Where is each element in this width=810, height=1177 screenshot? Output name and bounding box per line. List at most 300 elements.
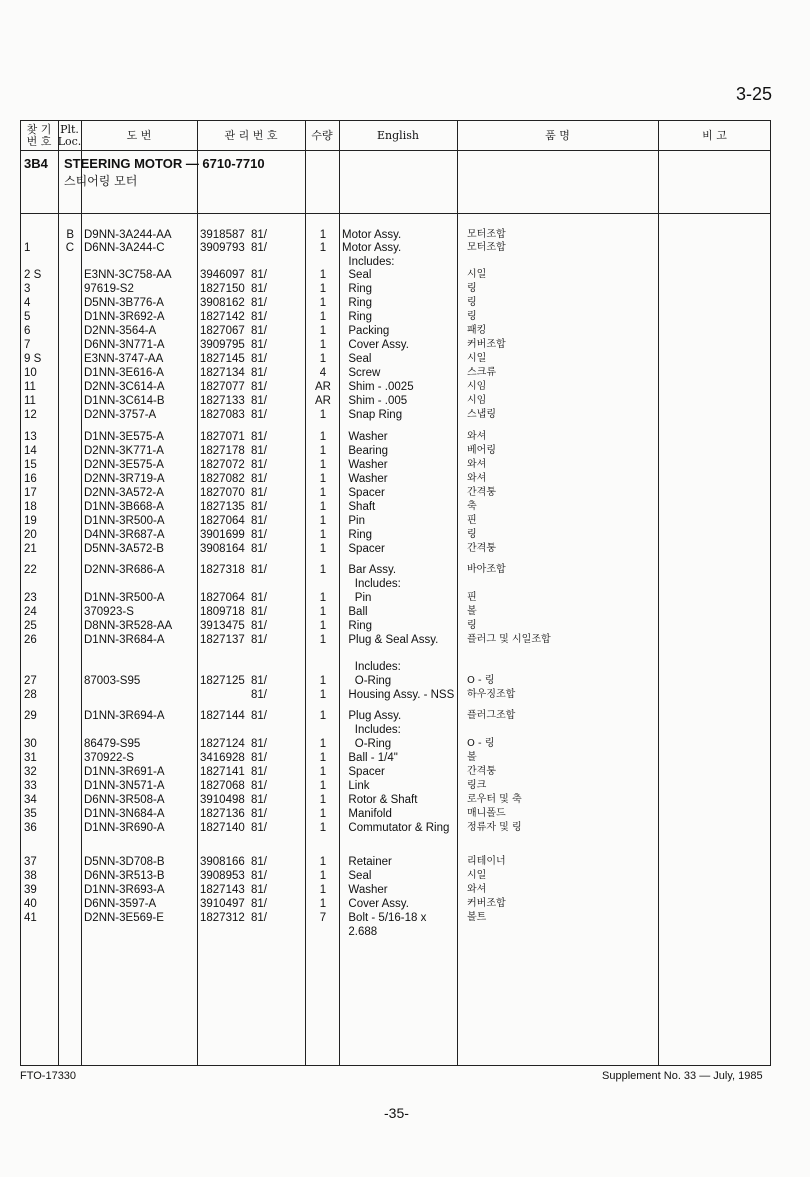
cell-ref: 25 <box>24 620 37 632</box>
cell-qty: 7 <box>319 912 327 924</box>
table-row <box>20 542 771 556</box>
cell-qty: 1 <box>319 501 327 513</box>
table-row <box>20 310 771 324</box>
table-row <box>20 709 771 723</box>
cell-qty: 1 <box>319 543 327 555</box>
cell-qty: 1 <box>319 710 327 722</box>
cell-eng: Spacer <box>342 487 385 499</box>
cell-kor: 매니폴드 <box>467 808 506 819</box>
cell-code: 81/ <box>251 634 267 646</box>
cell-loc: C <box>65 242 74 254</box>
cell-ref: 20 <box>24 529 37 541</box>
cell-mgmt: 1827135 <box>200 501 245 513</box>
table-row <box>20 591 771 605</box>
cell-eng: Motor Assy. <box>342 229 402 241</box>
table-row <box>20 605 771 619</box>
cell-qty: 1 <box>319 870 327 882</box>
cell-code: 81/ <box>251 752 267 764</box>
cell-kor: 시일 <box>467 870 487 881</box>
cell-part: D1NN-3R684-A <box>84 634 165 646</box>
cell-ref: 26 <box>24 634 37 646</box>
cell-kor: 로우터 및 축 <box>467 794 522 805</box>
cell-qty: 1 <box>319 445 327 457</box>
cell-qty: 1 <box>319 606 327 618</box>
cell-eng: Link <box>342 780 370 792</box>
cell-ref: 37 <box>24 856 37 868</box>
cell-code: 81/ <box>251 808 267 820</box>
cell-code: 81/ <box>251 353 267 365</box>
cell-kor: 와셔 <box>467 459 487 470</box>
cell-kor: 시일 <box>467 269 487 280</box>
cell-part: D5NN-3B776-A <box>84 297 164 309</box>
cell-kor: 핀 <box>467 515 477 526</box>
cell-eng: Screw <box>342 367 381 379</box>
cell-kor: 링크 <box>467 780 487 791</box>
table-row <box>20 486 771 500</box>
cell-ref: 27 <box>24 675 37 687</box>
cell-eng: Ring <box>342 297 373 309</box>
cell-code: 81/ <box>251 515 267 527</box>
cell-mgmt: 1827072 <box>200 459 245 471</box>
cell-code: 81/ <box>251 689 267 701</box>
table-row <box>20 674 771 688</box>
cell-kor: 볼 <box>467 752 477 763</box>
cell-kor: 와셔 <box>467 884 487 895</box>
cell-ref: 19 <box>24 515 37 527</box>
cell-part: D1NN-3E616-A <box>84 367 164 379</box>
cell-part: D9NN-3A244-AA <box>84 229 172 241</box>
cell-eng: Washer <box>342 473 388 485</box>
cell-part: D1NN-3R692-A <box>84 311 165 323</box>
cell-kor: 시일 <box>467 353 487 364</box>
cell-kor: 볼 <box>467 606 477 617</box>
cell-ref: 2 S <box>24 269 42 281</box>
cell-part: D2NN-3E569-E <box>84 912 164 924</box>
cell-qty: 1 <box>319 564 327 576</box>
cell-ref: 3 <box>24 283 31 295</box>
cell-part: D5NN-3D708-B <box>84 856 165 868</box>
cell-ref: 29 <box>24 710 37 722</box>
cell-part: D6NN-3597-A <box>84 898 157 910</box>
cell-kor: 스크류 <box>467 367 496 378</box>
cell-code: 81/ <box>251 501 267 513</box>
cell-qty: 1 <box>319 473 327 485</box>
cell-code: 81/ <box>251 620 267 632</box>
cell-eng: Ring <box>342 283 373 295</box>
cell-code: 81/ <box>251 564 267 576</box>
cell-kor: 시임 <box>467 395 487 406</box>
cell-mgmt: 1827136 <box>200 808 245 820</box>
cell-code: 81/ <box>251 269 267 281</box>
cell-ref: 39 <box>24 884 37 896</box>
header-plt-loc: Plt. Loc. <box>57 122 82 148</box>
cell-qty: 1 <box>319 242 327 254</box>
cell-part: E3NN-3747-AA <box>84 353 164 365</box>
cell-kor: 정류자 및 링 <box>467 822 522 833</box>
cell-mgmt: 1827150 <box>200 283 245 295</box>
cell-code: 81/ <box>251 283 267 295</box>
cell-code: 81/ <box>251 459 267 471</box>
cell-eng: Motor Assy. <box>342 242 402 254</box>
cell-mgmt: 1827083 <box>200 409 245 421</box>
cell-code: 81/ <box>251 431 267 443</box>
cell-eng: Rotor & Shaft <box>342 794 418 806</box>
cell-ref: 15 <box>24 459 37 471</box>
table-row <box>20 394 771 408</box>
cell-qty: 1 <box>319 780 327 792</box>
cell-mgmt: 1827082 <box>200 473 245 485</box>
cell-qty: 1 <box>319 409 327 421</box>
cell-eng: Cover Assy. <box>342 339 409 351</box>
cell-mgmt: 3946097 <box>200 269 245 281</box>
cell-ref: 34 <box>24 794 37 806</box>
cell-kor: 패킹 <box>467 325 487 336</box>
cell-mgmt: 1827064 <box>200 515 245 527</box>
cell-eng: Seal <box>342 870 372 882</box>
cell-part: D2NN-3A572-A <box>84 487 164 499</box>
cell-kor: 시임 <box>467 381 487 392</box>
cell-code: 81/ <box>251 884 267 896</box>
cell-ref: 13 <box>24 431 37 443</box>
table-row <box>20 500 771 514</box>
cell-mgmt: 3908162 <box>200 297 245 309</box>
cell-kor: 베어링 <box>467 445 496 456</box>
cell-qty: 1 <box>319 515 327 527</box>
cell-qty: 1 <box>319 459 327 471</box>
cell-eng: Pin <box>342 592 372 604</box>
cell-code: 81/ <box>251 912 267 924</box>
cell-part: E3NN-3C758-AA <box>84 269 172 281</box>
cell-code: 81/ <box>251 445 267 457</box>
header-drawing-no: 도 번 <box>126 128 152 142</box>
cell-mgmt: 3909793 <box>200 242 245 254</box>
cell-kor: O - 링 <box>467 675 495 686</box>
cell-code: 81/ <box>251 339 267 351</box>
cell-part: 97619-S2 <box>84 283 134 295</box>
cell-eng: Commutator & Ring <box>342 822 450 834</box>
table-row <box>20 737 771 751</box>
cell-code: 81/ <box>251 229 267 241</box>
cell-kor: 링 <box>467 620 477 631</box>
cell-code: 81/ <box>251 325 267 337</box>
cell-kor: 간격퉁 <box>467 487 496 498</box>
cell-code: 81/ <box>251 543 267 555</box>
cell-eng: Bar Assy. <box>342 564 397 576</box>
cell-part: D2NN-3564-A <box>84 325 157 337</box>
header-mgmt-no: 관 리 번 호 <box>224 128 278 142</box>
cell-part: D2NN-3C614-A <box>84 381 165 393</box>
cell-code: 81/ <box>251 738 267 750</box>
cell-part: 370922-S <box>84 752 134 764</box>
cell-part: D2NN-3757-A <box>84 409 157 421</box>
cell-mgmt: 3901699 <box>200 529 245 541</box>
cell-kor: 축 <box>467 501 477 512</box>
cell-eng: 2.688 <box>342 926 378 938</box>
table-row <box>20 925 771 939</box>
table-row <box>20 366 771 380</box>
cell-mgmt: 1827064 <box>200 592 245 604</box>
table-row <box>20 255 771 269</box>
cell-part: D5NN-3A572-B <box>84 543 164 555</box>
cell-mgmt: 3910498 <box>200 794 245 806</box>
table-row <box>20 911 771 925</box>
cell-eng: Ring <box>342 529 373 541</box>
cell-mgmt: 1827140 <box>200 822 245 834</box>
table-row <box>20 514 771 528</box>
cell-eng: Plug & Seal Assy. <box>342 634 439 646</box>
cell-ref: 16 <box>24 473 37 485</box>
cell-kor: 플러그조합 <box>467 710 516 721</box>
cell-code: 81/ <box>251 529 267 541</box>
cell-mgmt: 1827070 <box>200 487 245 499</box>
table-row <box>20 296 771 310</box>
cell-kor: 핀 <box>467 592 477 603</box>
cell-part: D1NN-3N684-A <box>84 808 165 820</box>
cell-part: D1NN-3E575-A <box>84 431 164 443</box>
cell-eng: Shaft <box>342 501 376 513</box>
cell-mgmt: 1827133 <box>200 395 245 407</box>
cell-eng: Plug Assy. <box>342 710 402 722</box>
cell-ref: 6 <box>24 325 31 337</box>
cell-code: 81/ <box>251 794 267 806</box>
cell-part: D1NN-3N571-A <box>84 780 165 792</box>
cell-ref: 35 <box>24 808 37 820</box>
cell-ref: 32 <box>24 766 37 778</box>
cell-ref: 30 <box>24 738 37 750</box>
cell-part: D4NN-3R687-A <box>84 529 165 541</box>
cell-qty: 1 <box>319 634 327 646</box>
cell-qty: AR <box>315 381 331 393</box>
footer-supplement: Supplement No. 33 — July, 1985 <box>602 1070 763 1082</box>
cell-code: 81/ <box>251 766 267 778</box>
cell-part: D8NN-3R528-AA <box>84 620 173 632</box>
cell-mgmt: 3909795 <box>200 339 245 351</box>
footer-page-number: -35- <box>384 1105 409 1121</box>
cell-eng: Spacer <box>342 766 385 778</box>
cell-qty: 4 <box>319 367 327 379</box>
cell-part: D1NN-3R500-A <box>84 515 165 527</box>
table-row <box>20 779 771 793</box>
cell-code: 81/ <box>251 473 267 485</box>
header-remarks: 비 고 <box>702 128 727 142</box>
cell-ref: 36 <box>24 822 37 834</box>
cell-ref: 5 <box>24 311 31 323</box>
table-row <box>20 619 771 633</box>
cell-ref: 17 <box>24 487 37 499</box>
table-row <box>20 807 771 821</box>
cell-qty: 1 <box>319 675 327 687</box>
table-row <box>20 897 771 911</box>
cell-eng: Pin <box>342 515 366 527</box>
cell-eng: Ball <box>342 606 368 618</box>
table-row <box>20 793 771 807</box>
cell-part: 87003-S95 <box>84 675 141 687</box>
cell-mgmt: 1827141 <box>200 766 245 778</box>
cell-ref: 10 <box>24 367 37 379</box>
cell-qty: 1 <box>319 431 327 443</box>
table-row <box>20 633 771 647</box>
cell-qty: 1 <box>319 856 327 868</box>
table-row <box>20 268 771 282</box>
cell-code: 81/ <box>251 381 267 393</box>
cell-kor: 플러그 및 시일조합 <box>467 634 551 645</box>
cell-kor: 스냅링 <box>467 409 496 420</box>
cell-code: 81/ <box>251 898 267 910</box>
cell-ref: 1 <box>24 242 31 254</box>
cell-kor: 모터조합 <box>467 242 506 253</box>
cell-part: D6NN-3A244-C <box>84 242 165 254</box>
cell-ref: 23 <box>24 592 37 604</box>
cell-part: D1NN-3R694-A <box>84 710 165 722</box>
cell-part: D1NN-3R693-A <box>84 884 165 896</box>
cell-qty: 1 <box>319 822 327 834</box>
table-row <box>20 324 771 338</box>
section-code: 3B4 <box>24 156 48 171</box>
footer-doc-code: FTO-17330 <box>20 1070 77 1082</box>
cell-mgmt: 3913475 <box>200 620 245 632</box>
cell-part: 86479-S95 <box>84 738 141 750</box>
cell-kor: 커버조합 <box>467 898 506 909</box>
cell-loc: B <box>66 229 74 241</box>
cell-ref: 7 <box>24 339 31 351</box>
cell-part: D1NN-3C614-B <box>84 395 165 407</box>
cell-ref: 40 <box>24 898 37 910</box>
table-row <box>20 869 771 883</box>
cell-code: 81/ <box>251 297 267 309</box>
cell-part: D2NN-3R686-A <box>84 564 165 576</box>
cell-eng: Cover Assy. <box>342 898 409 910</box>
cell-mgmt: 1827142 <box>200 311 245 323</box>
cell-kor: 간격퉁 <box>467 543 496 554</box>
cell-mgmt: 1827312 <box>200 912 245 924</box>
table-row <box>20 228 771 242</box>
cell-kor: 모터조합 <box>467 229 506 240</box>
cell-eng: Ball - 1/4" <box>342 752 398 764</box>
cell-eng: Seal <box>342 353 372 365</box>
cell-qty: 1 <box>319 752 327 764</box>
cell-mgmt: 3908953 <box>200 870 245 882</box>
cell-eng: Includes: <box>342 661 401 673</box>
cell-mgmt: 1827178 <box>200 445 245 457</box>
cell-ref: 12 <box>24 409 37 421</box>
cell-eng: Housing Assy. - NSS <box>342 689 455 701</box>
cell-mgmt: 3416928 <box>200 752 245 764</box>
cell-eng: Retainer <box>342 856 392 868</box>
cell-kor: 하우징조합 <box>467 689 516 700</box>
table-row <box>20 430 771 444</box>
cell-qty: 1 <box>319 808 327 820</box>
cell-ref: 11 <box>24 395 36 407</box>
cell-kor: 커버조합 <box>467 339 506 350</box>
cell-ref: 4 <box>24 297 31 309</box>
cell-kor: 링 <box>467 529 477 540</box>
table-row <box>20 282 771 296</box>
cell-kor: 바아조합 <box>467 564 506 575</box>
table-row <box>20 458 771 472</box>
cell-eng: Bolt - 5/16-18 x <box>342 912 427 924</box>
table-row <box>20 380 771 394</box>
cell-kor: O - 링 <box>467 738 495 749</box>
cell-eng: Snap Ring <box>342 409 403 421</box>
table-row <box>20 241 771 255</box>
cell-kor: 링 <box>467 297 477 308</box>
cell-mgmt: 1827134 <box>200 367 245 379</box>
cell-code: 81/ <box>251 367 267 379</box>
cell-qty: 1 <box>319 794 327 806</box>
cell-eng: Washer <box>342 884 388 896</box>
cell-code: 81/ <box>251 242 267 254</box>
cell-mgmt: 1827071 <box>200 431 245 443</box>
table-row <box>20 883 771 897</box>
cell-mgmt: 1827125 <box>200 675 245 687</box>
cell-eng: Includes: <box>342 578 401 590</box>
cell-eng: Bearing <box>342 445 389 457</box>
cell-mgmt: 1827137 <box>200 634 245 646</box>
cell-part: D6NN-3R513-B <box>84 870 165 882</box>
cell-qty: 1 <box>319 592 327 604</box>
cell-mgmt: 1827068 <box>200 780 245 792</box>
cell-part: D1NN-3R690-A <box>84 822 165 834</box>
cell-qty: 1 <box>319 229 327 241</box>
cell-code: 81/ <box>251 311 267 323</box>
cell-ref: 18 <box>24 501 37 513</box>
cell-eng: Packing <box>342 325 390 337</box>
cell-part: D1NN-3R500-A <box>84 592 165 604</box>
cell-ref: 22 <box>24 564 37 576</box>
table-row <box>20 855 771 869</box>
cell-qty: 1 <box>319 766 327 778</box>
table-row <box>20 408 771 422</box>
cell-qty: 1 <box>319 738 327 750</box>
cell-qty: 1 <box>319 339 327 351</box>
cell-code: 81/ <box>251 592 267 604</box>
section-title-korean: 스티어링 모터 <box>64 174 138 188</box>
table-row <box>20 765 771 779</box>
page-number: 3-25 <box>736 84 773 104</box>
cell-eng: Seal <box>342 269 372 281</box>
cell-part: D6NN-3N771-A <box>84 339 165 351</box>
cell-part: D2NN-3E575-A <box>84 459 164 471</box>
cell-kor: 볼트 <box>467 912 487 923</box>
cell-qty: 1 <box>319 529 327 541</box>
cell-mgmt: 3910497 <box>200 898 245 910</box>
cell-mgmt: 1827067 <box>200 325 245 337</box>
table-row <box>20 577 771 591</box>
cell-ref: 33 <box>24 780 37 792</box>
cell-eng: Ring <box>342 311 373 323</box>
cell-mgmt: 3908166 <box>200 856 245 868</box>
table-row <box>20 723 771 737</box>
cell-mgmt: 1827124 <box>200 738 245 750</box>
cell-code: 81/ <box>251 856 267 868</box>
header-qty: 수량 <box>311 128 333 142</box>
cell-ref: 28 <box>24 689 37 701</box>
cell-eng: Washer <box>342 431 388 443</box>
cell-kor: 리테이너 <box>467 856 506 867</box>
header-ref-no: 찾 기 번 호 <box>26 122 52 148</box>
cell-qty: 1 <box>319 689 327 701</box>
cell-eng: Includes: <box>342 256 395 268</box>
cell-part: D1NN-3R691-A <box>84 766 165 778</box>
cell-ref: 41 <box>24 912 37 924</box>
cell-code: 81/ <box>251 606 267 618</box>
cell-eng: O-Ring <box>342 675 392 687</box>
cell-eng: Shim - .0025 <box>342 381 414 393</box>
cell-code: 81/ <box>251 822 267 834</box>
cell-qty: 1 <box>319 898 327 910</box>
cell-eng: Manifold <box>342 808 392 820</box>
cell-ref: 11 <box>24 381 36 393</box>
